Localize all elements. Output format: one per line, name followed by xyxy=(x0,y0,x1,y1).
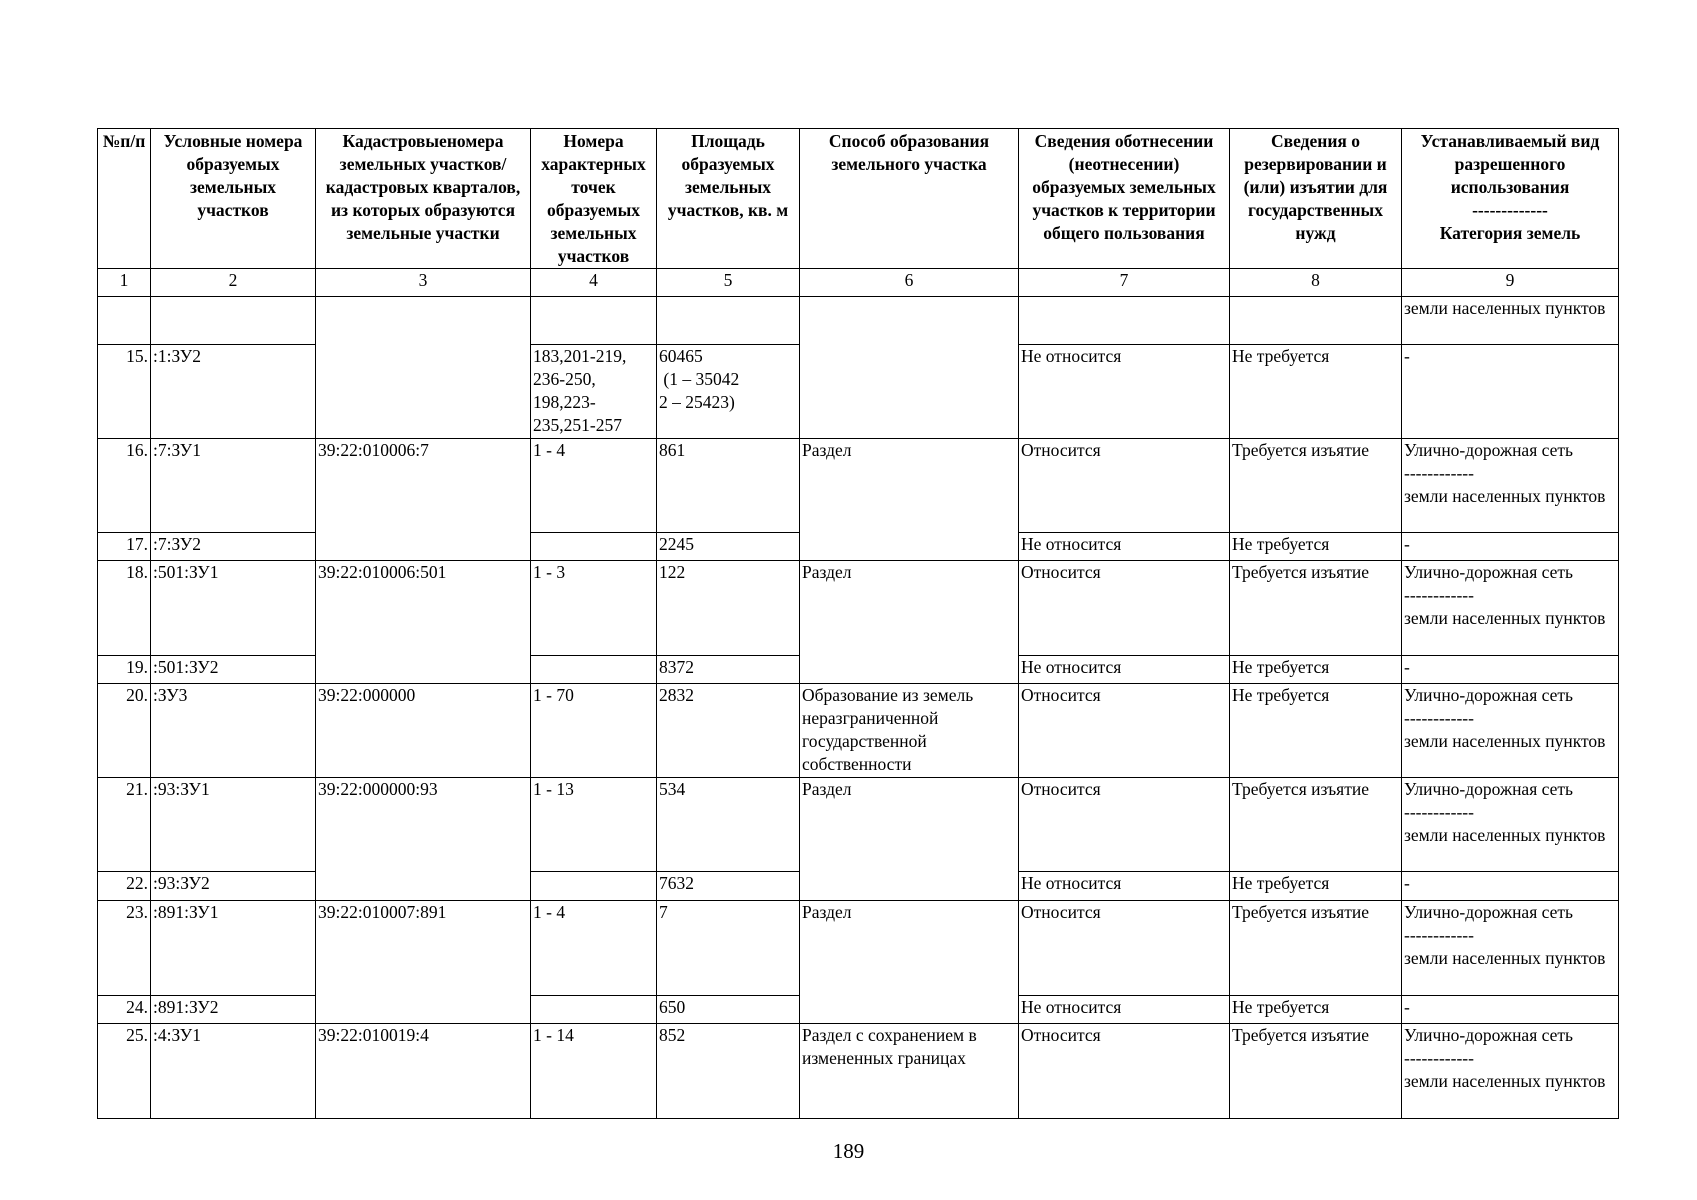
area-cell: 2832 xyxy=(657,684,800,778)
row-number: 16. xyxy=(98,439,151,533)
cadastral-number: 39:22:010006:7 xyxy=(316,439,531,561)
area-cell: 122 xyxy=(657,561,800,656)
plot-id: :7:ЗУ2 xyxy=(151,533,316,561)
plot-id: :891:ЗУ1 xyxy=(151,901,316,996)
cadastral-number: 39:22:000000:93 xyxy=(316,778,531,901)
plot-id: :ЗУ3 xyxy=(151,684,316,778)
permitted-use-cell: Улично-дорожная сеть ------------ земли населенных пунктов xyxy=(1402,439,1619,533)
reservation-cell: Требуется изъятие xyxy=(1230,561,1402,656)
reservation-cell: Не требуется xyxy=(1230,656,1402,684)
points-cell xyxy=(531,656,657,684)
header-col-9-use: Устанавливаемый вид разрешенного использования xyxy=(1420,131,1600,197)
row-number: 24. xyxy=(98,996,151,1024)
column-number: 1 xyxy=(98,269,151,297)
header-col-2: Условные номера образуемых земельных участков xyxy=(151,129,316,269)
column-numbers-row xyxy=(98,269,1619,297)
reservation-cell: Требуется изъятие xyxy=(1230,1024,1402,1119)
permitted-use-cell: Улично-дорожная сеть ------------ земли населенных пунктов xyxy=(1402,901,1619,996)
table-row xyxy=(98,778,1619,872)
permitted-use-cell: Улично-дорожная сеть ------------ земли населенных пунктов xyxy=(1402,684,1619,778)
column-number: 3 xyxy=(316,269,531,297)
plot-id: :1:ЗУ2 xyxy=(151,345,316,439)
row-number: 18. xyxy=(98,561,151,656)
area-cell: 861 xyxy=(657,439,800,533)
reservation-cell: Требуется изъятие xyxy=(1230,901,1402,996)
table-row xyxy=(98,439,1619,533)
points-cell: 1 - 4 xyxy=(531,901,657,996)
permitted-use-cell: - xyxy=(1402,533,1619,561)
points-cell xyxy=(531,533,657,561)
plot-id: :4:ЗУ1 xyxy=(151,1024,316,1119)
table-row xyxy=(98,297,1619,345)
public-use-cell: Относится xyxy=(1019,439,1230,533)
plot-id: :501:ЗУ1 xyxy=(151,561,316,656)
header-col-1: №п/п xyxy=(98,129,151,269)
permitted-use-cell: - xyxy=(1402,656,1619,684)
column-number: 8 xyxy=(1230,269,1402,297)
table-row xyxy=(98,901,1619,996)
area-cell: 2245 xyxy=(657,533,800,561)
header-col-9 xyxy=(1402,129,1619,269)
area-cell: 7632 xyxy=(657,872,800,901)
header-col-4: Номера характерных точек образуемых земельных участков xyxy=(531,129,657,269)
public-use-cell: Не относится xyxy=(1019,996,1230,1024)
method-cell: Раздел xyxy=(800,778,1019,901)
points-cell: 1 - 3 xyxy=(531,561,657,656)
method-cell: Образование из земель неразграниченной государственной собственности xyxy=(800,684,1019,778)
column-number: 7 xyxy=(1019,269,1230,297)
header-col-3: Кадастровыеномера земельных участков/кадастровых кварталов, из которых образуются земельные участки xyxy=(316,129,531,269)
public-use-cell: Относится xyxy=(1019,684,1230,778)
permitted-use-cell: - xyxy=(1402,872,1619,901)
column-number: 9 xyxy=(1402,269,1619,297)
row-number: 15. xyxy=(98,345,151,439)
area-cell: 8372 xyxy=(657,656,800,684)
reservation-cell: Не требуется xyxy=(1230,533,1402,561)
cadastral-number: 39:22:010019:4 xyxy=(316,1024,531,1119)
points-cell: 1 - 14 xyxy=(531,1024,657,1119)
points-cell: 1 - 4 xyxy=(531,439,657,533)
area-cell: 534 xyxy=(657,778,800,872)
points-cell: 183,201-219, 236-250, 198,223- 235,251-257 xyxy=(531,345,657,439)
reservation-cell: Требуется изъятие xyxy=(1230,439,1402,533)
public-use-cell: Относится xyxy=(1019,561,1230,656)
area-cell: 650 xyxy=(657,996,800,1024)
table-row xyxy=(98,1024,1619,1119)
area-cell: 852 xyxy=(657,1024,800,1119)
table-row xyxy=(98,561,1619,656)
reservation-cell: Не требуется xyxy=(1230,996,1402,1024)
reservation-cell: Требуется изъятие xyxy=(1230,778,1402,872)
row-number: 20. xyxy=(98,684,151,778)
header-col-9-category: Категория земель xyxy=(1439,223,1581,243)
plot-id: :501:ЗУ2 xyxy=(151,656,316,684)
row-number: 23. xyxy=(98,901,151,996)
row-number: 22. xyxy=(98,872,151,901)
row-number: 21. xyxy=(98,778,151,872)
header-col-5: Площадь образуемых земельных участков, кв. м xyxy=(657,129,800,269)
area-cell: 60465 (1 – 35042 2 – 25423) xyxy=(657,345,800,439)
public-use-cell: Относится xyxy=(1019,778,1230,872)
header-col-9-dashes: ------------- xyxy=(1472,200,1548,220)
points-cell: 1 - 70 xyxy=(531,684,657,778)
method-cell: Раздел с сохранением в измененных границах xyxy=(800,1024,1019,1119)
method-cell: Раздел xyxy=(800,901,1019,1024)
permitted-use-cell: Улично-дорожная сеть ------------ земли населенных пунктов xyxy=(1402,1024,1619,1119)
reservation-cell: Не требуется xyxy=(1230,345,1402,439)
area-cell: 7 xyxy=(657,901,800,996)
header-col-8: Сведения о резервировании и (или) изъятии для государственных нужд xyxy=(1230,129,1402,269)
points-cell xyxy=(531,996,657,1024)
permitted-use-cell: Улично-дорожная сеть ------------ земли населенных пунктов xyxy=(1402,778,1619,872)
cadastral-number: 39:22:010007:891 xyxy=(316,901,531,1024)
table-row xyxy=(98,684,1619,778)
public-use-cell: Не относится xyxy=(1019,656,1230,684)
cadastral-number: 39:22:010006:501 xyxy=(316,561,531,684)
header-col-6: Способ образования земельного участка xyxy=(800,129,1019,269)
plot-id: :93:ЗУ1 xyxy=(151,778,316,872)
public-use-cell: Не относится xyxy=(1019,872,1230,901)
land-category-cell: земли населенных пунктов xyxy=(1402,297,1619,345)
public-use-cell: Не относится xyxy=(1019,345,1230,439)
row-number: 19. xyxy=(98,656,151,684)
cadastral-number: 39:22:000000 xyxy=(316,684,531,778)
public-use-cell: Относится xyxy=(1019,901,1230,996)
permitted-use-cell: - xyxy=(1402,345,1619,439)
reservation-cell: Не требуется xyxy=(1230,684,1402,778)
row-number: 17. xyxy=(98,533,151,561)
header-col-7: Сведения оботнесении (неотнесении) образуемых земельных участков к территории общего пользования xyxy=(1019,129,1230,269)
points-cell xyxy=(531,872,657,901)
reservation-cell: Не требуется xyxy=(1230,872,1402,901)
header-row xyxy=(98,129,1619,269)
points-cell: 1 - 13 xyxy=(531,778,657,872)
permitted-use-cell: - xyxy=(1402,996,1619,1024)
page-number: 189 xyxy=(832,1139,865,1163)
plot-id: :93:ЗУ2 xyxy=(151,872,316,901)
plot-id: :891:ЗУ2 xyxy=(151,996,316,1024)
method-cell: Раздел xyxy=(800,561,1019,684)
public-use-cell: Не относится xyxy=(1019,533,1230,561)
method-cell: Раздел xyxy=(800,439,1019,561)
column-number: 5 xyxy=(657,269,800,297)
land-plots-table xyxy=(97,128,1619,1119)
column-number: 2 xyxy=(151,269,316,297)
row-number: 25. xyxy=(98,1024,151,1119)
plot-id: :7:ЗУ1 xyxy=(151,439,316,533)
column-number: 4 xyxy=(531,269,657,297)
public-use-cell: Относится xyxy=(1019,1024,1230,1119)
permitted-use-cell: Улично-дорожная сеть ------------ земли населенных пунктов xyxy=(1402,561,1619,656)
column-number: 6 xyxy=(800,269,1019,297)
